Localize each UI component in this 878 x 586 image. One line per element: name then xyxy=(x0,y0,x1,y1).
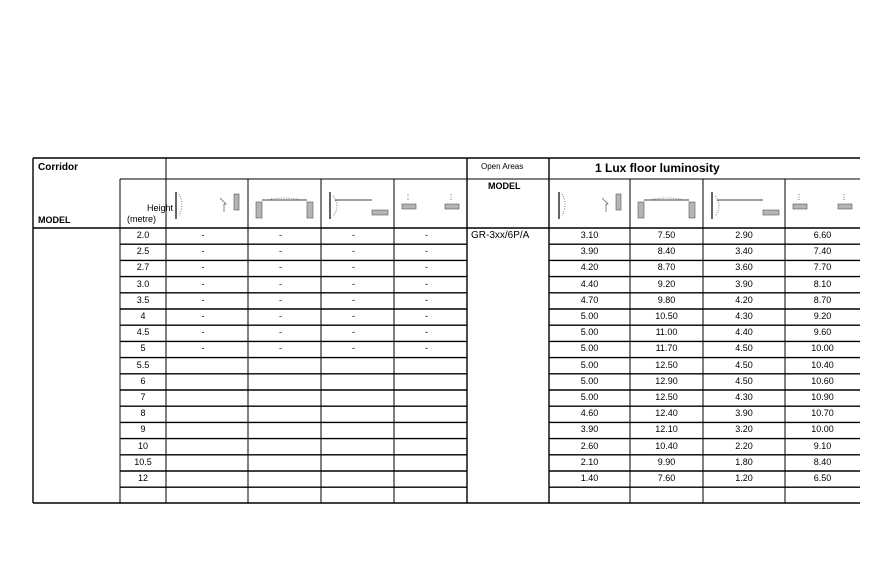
lux-value-cell: 8.70 xyxy=(657,262,676,273)
floor-block xyxy=(372,210,388,215)
height-cell: 2.5 xyxy=(136,246,150,257)
empty-value-cell: - xyxy=(279,294,282,305)
height-cell: 4.5 xyxy=(136,327,150,338)
empty-value-cell: - xyxy=(279,278,282,289)
height-cell: 7 xyxy=(140,392,146,402)
empty-value-cell: - xyxy=(279,230,282,240)
wall-mount-side-icon xyxy=(176,192,239,219)
lux-value-cell: 4.40 xyxy=(580,278,599,289)
lux-value-cell: 12.50 xyxy=(655,392,678,402)
target-block xyxy=(234,194,239,210)
empty-value-cell: - xyxy=(352,262,355,273)
lux-value-cell: 3.10 xyxy=(580,230,599,240)
empty-value-cell: - xyxy=(201,262,205,273)
left-floor-block xyxy=(402,204,416,209)
height-cell: 5.5 xyxy=(136,359,150,370)
lux-value-cell: 3.40 xyxy=(735,246,753,257)
lux-value-cell: 1.20 xyxy=(735,473,753,483)
lux-value-cell: 5.00 xyxy=(580,343,599,354)
target-block xyxy=(616,194,621,210)
lux-value-cell: 3.90 xyxy=(580,424,599,435)
height-cell: 5 xyxy=(140,343,146,354)
height-cell: 10 xyxy=(137,440,149,451)
lux-value-cell: 10.50 xyxy=(655,311,678,321)
lux-value-cell: 5.00 xyxy=(580,359,599,370)
lux-value-cell: 4.30 xyxy=(735,311,753,321)
lux-value-cell: 4.30 xyxy=(735,392,753,402)
empty-value-cell: - xyxy=(425,278,428,289)
floor-block xyxy=(763,210,779,215)
left-model-label: MODEL xyxy=(38,215,71,225)
beam-arc xyxy=(179,194,182,216)
lux-value-cell: 4.50 xyxy=(735,343,753,354)
height-cell: 2.7 xyxy=(136,262,150,273)
lux-value-cell: 7.70 xyxy=(813,262,832,273)
beam-arc xyxy=(715,196,719,216)
lux-value-cell: 8.70 xyxy=(813,294,832,305)
height-cell: 8 xyxy=(140,408,146,419)
empty-value-cell: - xyxy=(279,343,282,354)
empty-value-cell: - xyxy=(201,246,205,257)
lux-value-cell: 4.70 xyxy=(580,294,599,305)
lux-value-cell: 8.10 xyxy=(813,278,832,289)
lux-value-cell: 10.40 xyxy=(811,359,834,370)
height-unit: (metre) xyxy=(127,214,156,224)
lux-value-cell: 5.00 xyxy=(580,392,599,402)
empty-value-cell: - xyxy=(425,294,428,305)
empty-value-cell: - xyxy=(425,262,428,273)
empty-value-cell: - xyxy=(201,230,205,240)
left-block xyxy=(638,202,644,218)
lux-value-cell: 3.90 xyxy=(735,278,753,289)
lux-value-cell: 2.90 xyxy=(735,230,753,240)
empty-value-cell: - xyxy=(352,294,355,305)
left-block xyxy=(256,202,262,218)
lux-value-cell: 8.40 xyxy=(813,456,832,467)
empty-value-cell: - xyxy=(425,327,428,338)
empty-value-cell: - xyxy=(352,278,355,289)
lux-value-cell: 11.00 xyxy=(655,327,678,338)
lux-value-cell: 10.00 xyxy=(811,424,834,435)
lux-value-cell: 4.50 xyxy=(735,375,753,386)
empty-value-cell: - xyxy=(425,311,428,321)
empty-value-cell: - xyxy=(201,311,205,321)
lux-value-cell: 4.50 xyxy=(735,359,753,370)
height-cell: 6 xyxy=(140,375,146,386)
beam-arc xyxy=(333,196,337,216)
empty-value-cell: - xyxy=(352,327,355,338)
floor-to-floor-icon xyxy=(402,194,459,209)
lux-value-cell: 9.60 xyxy=(813,327,832,338)
open-areas-label: Open Areas xyxy=(481,162,524,171)
lux-value-cell: 6.60 xyxy=(813,230,832,240)
lux-value-cell: 4.20 xyxy=(580,262,599,273)
wall-mount-side-icon xyxy=(559,192,621,219)
ceiling-span-icon xyxy=(256,198,313,218)
lux-value-cell: 1.80 xyxy=(735,456,753,467)
right-floor-block xyxy=(445,204,459,209)
empty-value-cell: - xyxy=(279,262,282,273)
wall-to-floor-icon xyxy=(712,192,779,219)
empty-value-cell: - xyxy=(425,230,428,240)
right-block xyxy=(689,202,695,218)
empty-value-cell: - xyxy=(425,246,428,257)
beam-arc xyxy=(562,194,565,216)
height-label: Height xyxy=(147,203,174,213)
empty-value-cell: - xyxy=(425,343,428,354)
lux-value-cell: 7.40 xyxy=(813,246,832,257)
lux-value-cell: 7.50 xyxy=(657,230,676,240)
lux-value-cell: 9.20 xyxy=(813,311,832,321)
empty-value-cell: - xyxy=(279,327,282,338)
right-floor-block xyxy=(838,204,852,209)
left-floor-block xyxy=(793,204,807,209)
lux-value-cell: 5.00 xyxy=(580,311,599,321)
lux-value-cell: 3.20 xyxy=(735,424,753,435)
empty-value-cell: - xyxy=(201,294,205,305)
lux-value-cell: 2.20 xyxy=(735,440,753,451)
empty-value-cell: - xyxy=(279,311,282,321)
lux-value-cell: 10.70 xyxy=(811,408,834,419)
right-block xyxy=(307,202,313,218)
empty-value-cell: - xyxy=(279,246,282,257)
lux-value-cell: 12.40 xyxy=(655,408,678,419)
lux-value-cell: 5.00 xyxy=(580,375,599,386)
lux-value-cell: 4.60 xyxy=(580,408,599,419)
height-cell: 2.0 xyxy=(136,230,150,240)
corridor-title: Corridor xyxy=(38,162,78,173)
empty-value-cell: - xyxy=(201,327,205,338)
empty-value-cell: - xyxy=(201,278,205,289)
ceiling-span-icon xyxy=(638,198,695,218)
lux-value-cell: 9.90 xyxy=(657,456,676,467)
lux-value-cell: 12.50 xyxy=(655,359,678,370)
lux-value-cell: 10.40 xyxy=(655,440,678,451)
lux-value-cell: 3.90 xyxy=(735,408,753,419)
empty-value-cell: - xyxy=(352,311,355,321)
lux-value-cell: 10.60 xyxy=(811,375,834,386)
lux-value-cell: 8.40 xyxy=(657,246,676,257)
lux-value-cell: 9.20 xyxy=(657,278,676,289)
lux-value-cell: 5.00 xyxy=(580,327,599,338)
empty-value-cell: - xyxy=(352,246,355,257)
lux-value-cell: 9.10 xyxy=(813,440,832,451)
floor-to-floor-icon xyxy=(793,194,852,209)
lux-value-cell: 11.70 xyxy=(655,343,678,354)
target-arrow xyxy=(602,198,608,212)
empty-value-cell: - xyxy=(352,230,355,240)
lux-value-cell: 7.60 xyxy=(657,473,676,483)
height-cell: 4 xyxy=(140,311,146,321)
lux-value-cell: 3.90 xyxy=(580,246,599,257)
empty-value-cell: - xyxy=(201,343,205,354)
height-cell: 3.5 xyxy=(136,294,150,305)
luminosity-title: 1 Lux floor luminosity xyxy=(595,161,720,175)
lux-value-cell: 9.80 xyxy=(657,294,676,305)
lux-value-cell: 12.90 xyxy=(655,375,678,386)
model-name: GR-3xx/6P/A xyxy=(471,230,530,241)
lux-value-cell: 1.40 xyxy=(580,473,599,483)
height-cell: 12 xyxy=(137,473,149,483)
lux-value-cell: 10.00 xyxy=(811,343,834,354)
height-cell: 9 xyxy=(140,424,146,435)
lux-value-cell: 3.60 xyxy=(735,262,753,273)
height-cell: 3.0 xyxy=(136,278,150,289)
height-cell: 10.5 xyxy=(134,456,152,467)
lux-value-cell: 4.20 xyxy=(735,294,753,305)
lux-value-cell: 6.50 xyxy=(813,473,832,483)
lux-value-cell: 12.10 xyxy=(655,424,678,435)
lux-value-cell: 2.60 xyxy=(580,440,599,451)
lux-value-cell: 10.90 xyxy=(811,392,834,402)
right-model-label: MODEL xyxy=(488,181,521,191)
empty-value-cell: - xyxy=(352,343,355,354)
wall-to-floor-icon xyxy=(330,192,388,219)
target-arrow xyxy=(220,198,226,212)
lux-value-cell: 2.10 xyxy=(580,456,599,467)
lux-value-cell: 4.40 xyxy=(735,327,753,338)
